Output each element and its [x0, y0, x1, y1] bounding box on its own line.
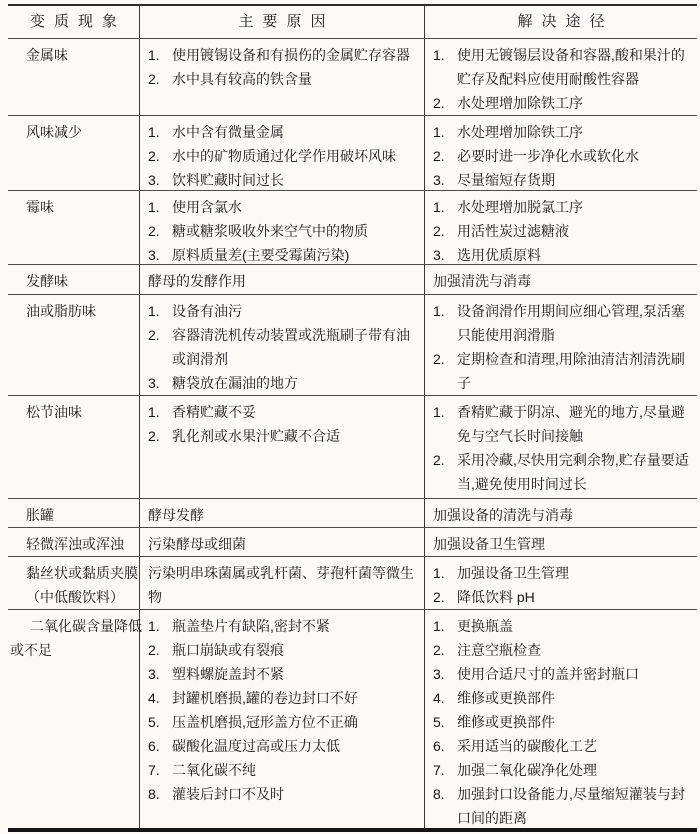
table-row	[8, 295, 697, 396]
list-item	[148, 323, 419, 371]
item-text: 酵母的发酵作用	[148, 273, 246, 289]
causes-cell	[140, 39, 425, 115]
item-text: 加强设备卫生管理	[457, 565, 569, 581]
item-number: 1.	[433, 199, 445, 215]
item-text: 糖袋放在漏油的地方	[172, 375, 298, 391]
item-text: 更换瓶盖	[457, 618, 513, 634]
list-item	[148, 120, 419, 144]
phenomenon-cell	[8, 499, 140, 527]
list-item	[433, 448, 694, 496]
item-number: 6.	[433, 738, 445, 754]
phenomenon-text: 金属味	[26, 47, 68, 63]
item-text: 碳酸化温度过高或压力太低	[172, 738, 340, 754]
item-number: 1.	[433, 404, 445, 420]
item-text: 瓶口崩缺或有裂痕	[172, 642, 284, 658]
item-number: 3.	[148, 172, 160, 188]
item-text: 乳化剂或水果汁贮藏不合适	[172, 428, 340, 444]
phenomenon-text: 轻微浑浊或浑浊	[26, 536, 124, 552]
item-text: 选用优质原料	[457, 247, 541, 263]
solutions-cell	[425, 396, 697, 498]
item-text: 使用无镀锡层设备和容器,酸和果汁的贮存及配料应使用耐酸性容器	[457, 47, 685, 87]
phenomenon-text: 或不足	[10, 642, 52, 658]
solutions-cell	[425, 528, 697, 556]
item-text: 必要时进一步净化水或软化水	[457, 148, 639, 164]
phenomenon-text: 胀罐	[26, 507, 54, 523]
item-number: 5.	[433, 714, 445, 730]
solutions-cell	[425, 39, 697, 115]
causes-cell	[140, 116, 425, 190]
item-number: 5.	[148, 714, 160, 730]
phenomenon-cell	[8, 39, 140, 115]
list-item	[433, 400, 694, 448]
item-text: 采用冷藏,尽快用完剩余物,贮存量要适当,避免使用时间过长	[457, 452, 689, 492]
item-number: 2.	[148, 71, 160, 87]
item-number: 2.	[433, 589, 445, 605]
item-text: 采用适当的碳酸化工艺	[457, 738, 597, 754]
list-item	[148, 400, 419, 424]
table-row	[8, 499, 697, 528]
list-item	[148, 734, 419, 758]
item-text: 水中具有较高的铁含量	[172, 71, 312, 87]
table-row	[8, 191, 697, 265]
item-number: 2.	[433, 452, 445, 468]
item-number: 3.	[433, 172, 445, 188]
phenomenon-cell	[8, 295, 140, 395]
list-item	[433, 686, 694, 710]
item-text: 水处理增加脱氯工序	[457, 199, 583, 215]
list-item	[433, 734, 694, 758]
item-number: 3.	[148, 247, 160, 263]
item-text: 使用合适尺寸的盖并密封瓶口	[457, 666, 639, 682]
item-number: 3.	[433, 666, 445, 682]
list-item	[148, 195, 419, 219]
table-row	[8, 610, 697, 828]
item-text: 水处理增加除铁工序	[457, 95, 583, 111]
item-number: 1.	[433, 618, 445, 634]
causes-cell	[140, 191, 425, 264]
phenomenon-cell	[8, 610, 140, 828]
table-body	[8, 39, 697, 828]
solutions-cell	[425, 116, 697, 190]
list-item	[433, 561, 694, 585]
solutions-cell	[425, 557, 697, 609]
list-item	[148, 710, 419, 734]
item-text: 加强封口设备能力,尽量缩短灌装与封口间的距离	[457, 786, 685, 826]
list-item	[148, 561, 419, 609]
header-phenomenon: 变质现象	[8, 6, 140, 38]
item-text: 加强设备的清洗与消毒	[433, 507, 573, 523]
list-item	[148, 532, 419, 556]
solutions-cell	[425, 295, 697, 395]
causes-cell	[140, 557, 425, 609]
list-item	[433, 614, 694, 638]
item-number: 2.	[433, 95, 445, 111]
item-text: 水中的矿物质通过化学作用破坏风味	[172, 148, 396, 164]
list-item	[433, 269, 694, 293]
item-text: 香精贮藏不妥	[172, 404, 256, 420]
item-text: 酵母发酵	[148, 507, 204, 523]
item-number: 1.	[148, 618, 160, 634]
list-item	[433, 503, 694, 527]
item-text: 水处理增加除铁工序	[457, 124, 583, 140]
list-item	[148, 758, 419, 782]
list-item	[433, 758, 694, 782]
item-number: 4.	[433, 690, 445, 706]
item-text: 加强二氧化碳净化处理	[457, 762, 597, 778]
list-item	[433, 532, 694, 556]
causes-cell	[140, 295, 425, 395]
item-number: 1.	[433, 565, 445, 581]
item-text: 水中含有微量金属	[172, 124, 284, 140]
list-item	[433, 243, 694, 265]
list-item	[148, 144, 419, 168]
item-text: 灌装后封口不及时	[172, 786, 284, 802]
phenomenon-text: 油或脂肪味	[26, 303, 96, 319]
item-text: 塑料螺旋盖封不紧	[172, 666, 284, 682]
item-text: 用活性炭过滤糖液	[457, 223, 569, 239]
phenomenon-text: 松节油味	[26, 404, 82, 420]
item-number: 6.	[148, 738, 160, 754]
causes-cell	[140, 528, 425, 556]
item-number: 8.	[433, 786, 445, 802]
spoilage-table	[8, 4, 697, 832]
list-item	[148, 614, 419, 638]
list-item	[148, 269, 419, 293]
phenomenon-cell	[8, 116, 140, 190]
item-text: 二氧化碳不纯	[172, 762, 256, 778]
table-row	[8, 265, 697, 295]
item-text: 维修或更换部件	[457, 690, 555, 706]
item-number: 1.	[433, 47, 445, 63]
phenomenon-cell	[8, 265, 140, 294]
item-number: 2.	[433, 223, 445, 239]
list-item	[433, 782, 694, 828]
item-text: 污染明串珠菌属或乳杆菌、芽孢杆菌等微生物	[148, 565, 414, 605]
item-number: 2.	[433, 642, 445, 658]
list-item	[433, 638, 694, 662]
list-item	[148, 662, 419, 686]
list-item	[433, 219, 694, 243]
list-item	[148, 638, 419, 662]
item-text: 瓶盖垫片有缺陷,密封不紧	[172, 618, 330, 634]
list-item	[433, 710, 694, 734]
item-text: 维修或更换部件	[457, 714, 555, 730]
item-number: 1.	[433, 303, 445, 319]
phenomenon-cell	[8, 557, 140, 609]
list-item	[148, 219, 419, 243]
item-number: 4.	[148, 690, 160, 706]
causes-cell	[140, 396, 425, 498]
item-text: 容器清洗机传动装置或洗瓶刷子带有油或润滑剂	[172, 327, 410, 367]
item-text: 加强清洗与消毒	[433, 273, 531, 289]
item-text: 加强设备卫生管理	[433, 536, 545, 552]
phenomenon-text: 黏丝状或黏质夹膜	[26, 565, 138, 581]
phenomenon-cell	[8, 528, 140, 556]
list-item	[148, 168, 419, 191]
item-text: 饮料贮藏时间过长	[172, 172, 284, 188]
header-causes: 主要原因	[140, 6, 425, 38]
list-item	[148, 243, 419, 265]
phenomenon-cell	[8, 191, 140, 264]
causes-cell	[140, 265, 425, 294]
item-text: 设备有油污	[172, 303, 242, 319]
solutions-cell	[425, 610, 697, 828]
list-item	[433, 91, 694, 115]
item-text: 降低饮料 pH	[457, 589, 535, 605]
list-item	[433, 195, 694, 219]
item-number: 3.	[148, 666, 160, 682]
item-number: 2.	[148, 642, 160, 658]
phenomenon-text: 霉味	[26, 199, 54, 215]
item-number: 2.	[433, 351, 445, 367]
item-number: 2.	[148, 327, 160, 343]
item-text: 原料质量差(主要受霉菌污染)	[172, 247, 350, 263]
list-item	[148, 43, 419, 67]
item-text: 香精贮藏于阴凉、避光的地方,尽量避免与空气长时间接触	[457, 404, 685, 444]
solutions-cell	[425, 499, 697, 527]
item-text: 糖或糖浆吸收外来空气中的物质	[172, 223, 368, 239]
item-number: 2.	[148, 148, 160, 164]
table-row	[8, 557, 697, 610]
list-item	[433, 120, 694, 144]
phenomenon-text: 发酵味	[26, 273, 68, 289]
item-text: 注意空瓶检查	[457, 642, 541, 658]
item-text: 尽量缩短存货期	[457, 172, 555, 188]
item-number: 1.	[148, 47, 160, 63]
item-number: 1.	[148, 199, 160, 215]
item-number: 1.	[433, 124, 445, 140]
table-row	[8, 116, 697, 191]
list-item	[148, 424, 419, 448]
table-header-row	[8, 6, 697, 39]
table-row	[8, 528, 697, 557]
list-item	[433, 168, 694, 191]
phenomenon-text: 二氧化碳含量降低	[30, 618, 142, 634]
list-item	[433, 347, 694, 395]
causes-cell	[140, 610, 425, 828]
header-solutions: 解决途径	[517, 13, 614, 30]
list-item	[433, 662, 694, 686]
item-number: 8.	[148, 786, 160, 802]
list-item	[433, 585, 694, 609]
item-text: 使用含氯水	[172, 199, 242, 215]
item-number: 3.	[148, 375, 160, 391]
table-row	[8, 396, 697, 499]
item-text: 定期检查和清理,用除油清洁剂清洗刷子	[457, 351, 685, 391]
item-text: 污染酵母或细菌	[148, 536, 246, 552]
item-number: 2.	[148, 428, 160, 444]
item-number: 1.	[148, 124, 160, 140]
item-number: 3.	[433, 247, 445, 263]
item-number: 7.	[148, 762, 160, 778]
item-number: 2.	[433, 148, 445, 164]
solutions-cell	[425, 191, 697, 264]
item-number: 1.	[148, 303, 160, 319]
list-item	[148, 686, 419, 710]
item-number: 2.	[148, 223, 160, 239]
list-item	[148, 503, 419, 527]
causes-cell	[140, 499, 425, 527]
list-item	[148, 782, 419, 806]
list-item	[433, 144, 694, 168]
list-item	[148, 67, 419, 91]
phenomenon-text: 风味减少	[26, 124, 82, 140]
item-text: 封罐机磨损,罐的卷边封口不好	[172, 690, 358, 706]
item-number: 1.	[148, 404, 160, 420]
item-number: 7.	[433, 762, 445, 778]
list-item	[433, 43, 694, 91]
table-row	[8, 39, 697, 116]
phenomenon-cell	[8, 396, 140, 498]
item-text: 压盖机磨损,冠形盖方位不正确	[172, 714, 358, 730]
solutions-cell	[425, 265, 697, 294]
item-text: 设备润滑作用期间应细心管理,泵活塞只能使用润滑脂	[457, 303, 685, 343]
list-item	[148, 371, 419, 395]
phenomenon-text: （中低酸饮料）	[26, 589, 124, 605]
list-item	[433, 299, 694, 347]
list-item	[148, 299, 419, 323]
item-text: 使用镀锡设备和有损伤的金属贮存容器	[172, 47, 410, 63]
